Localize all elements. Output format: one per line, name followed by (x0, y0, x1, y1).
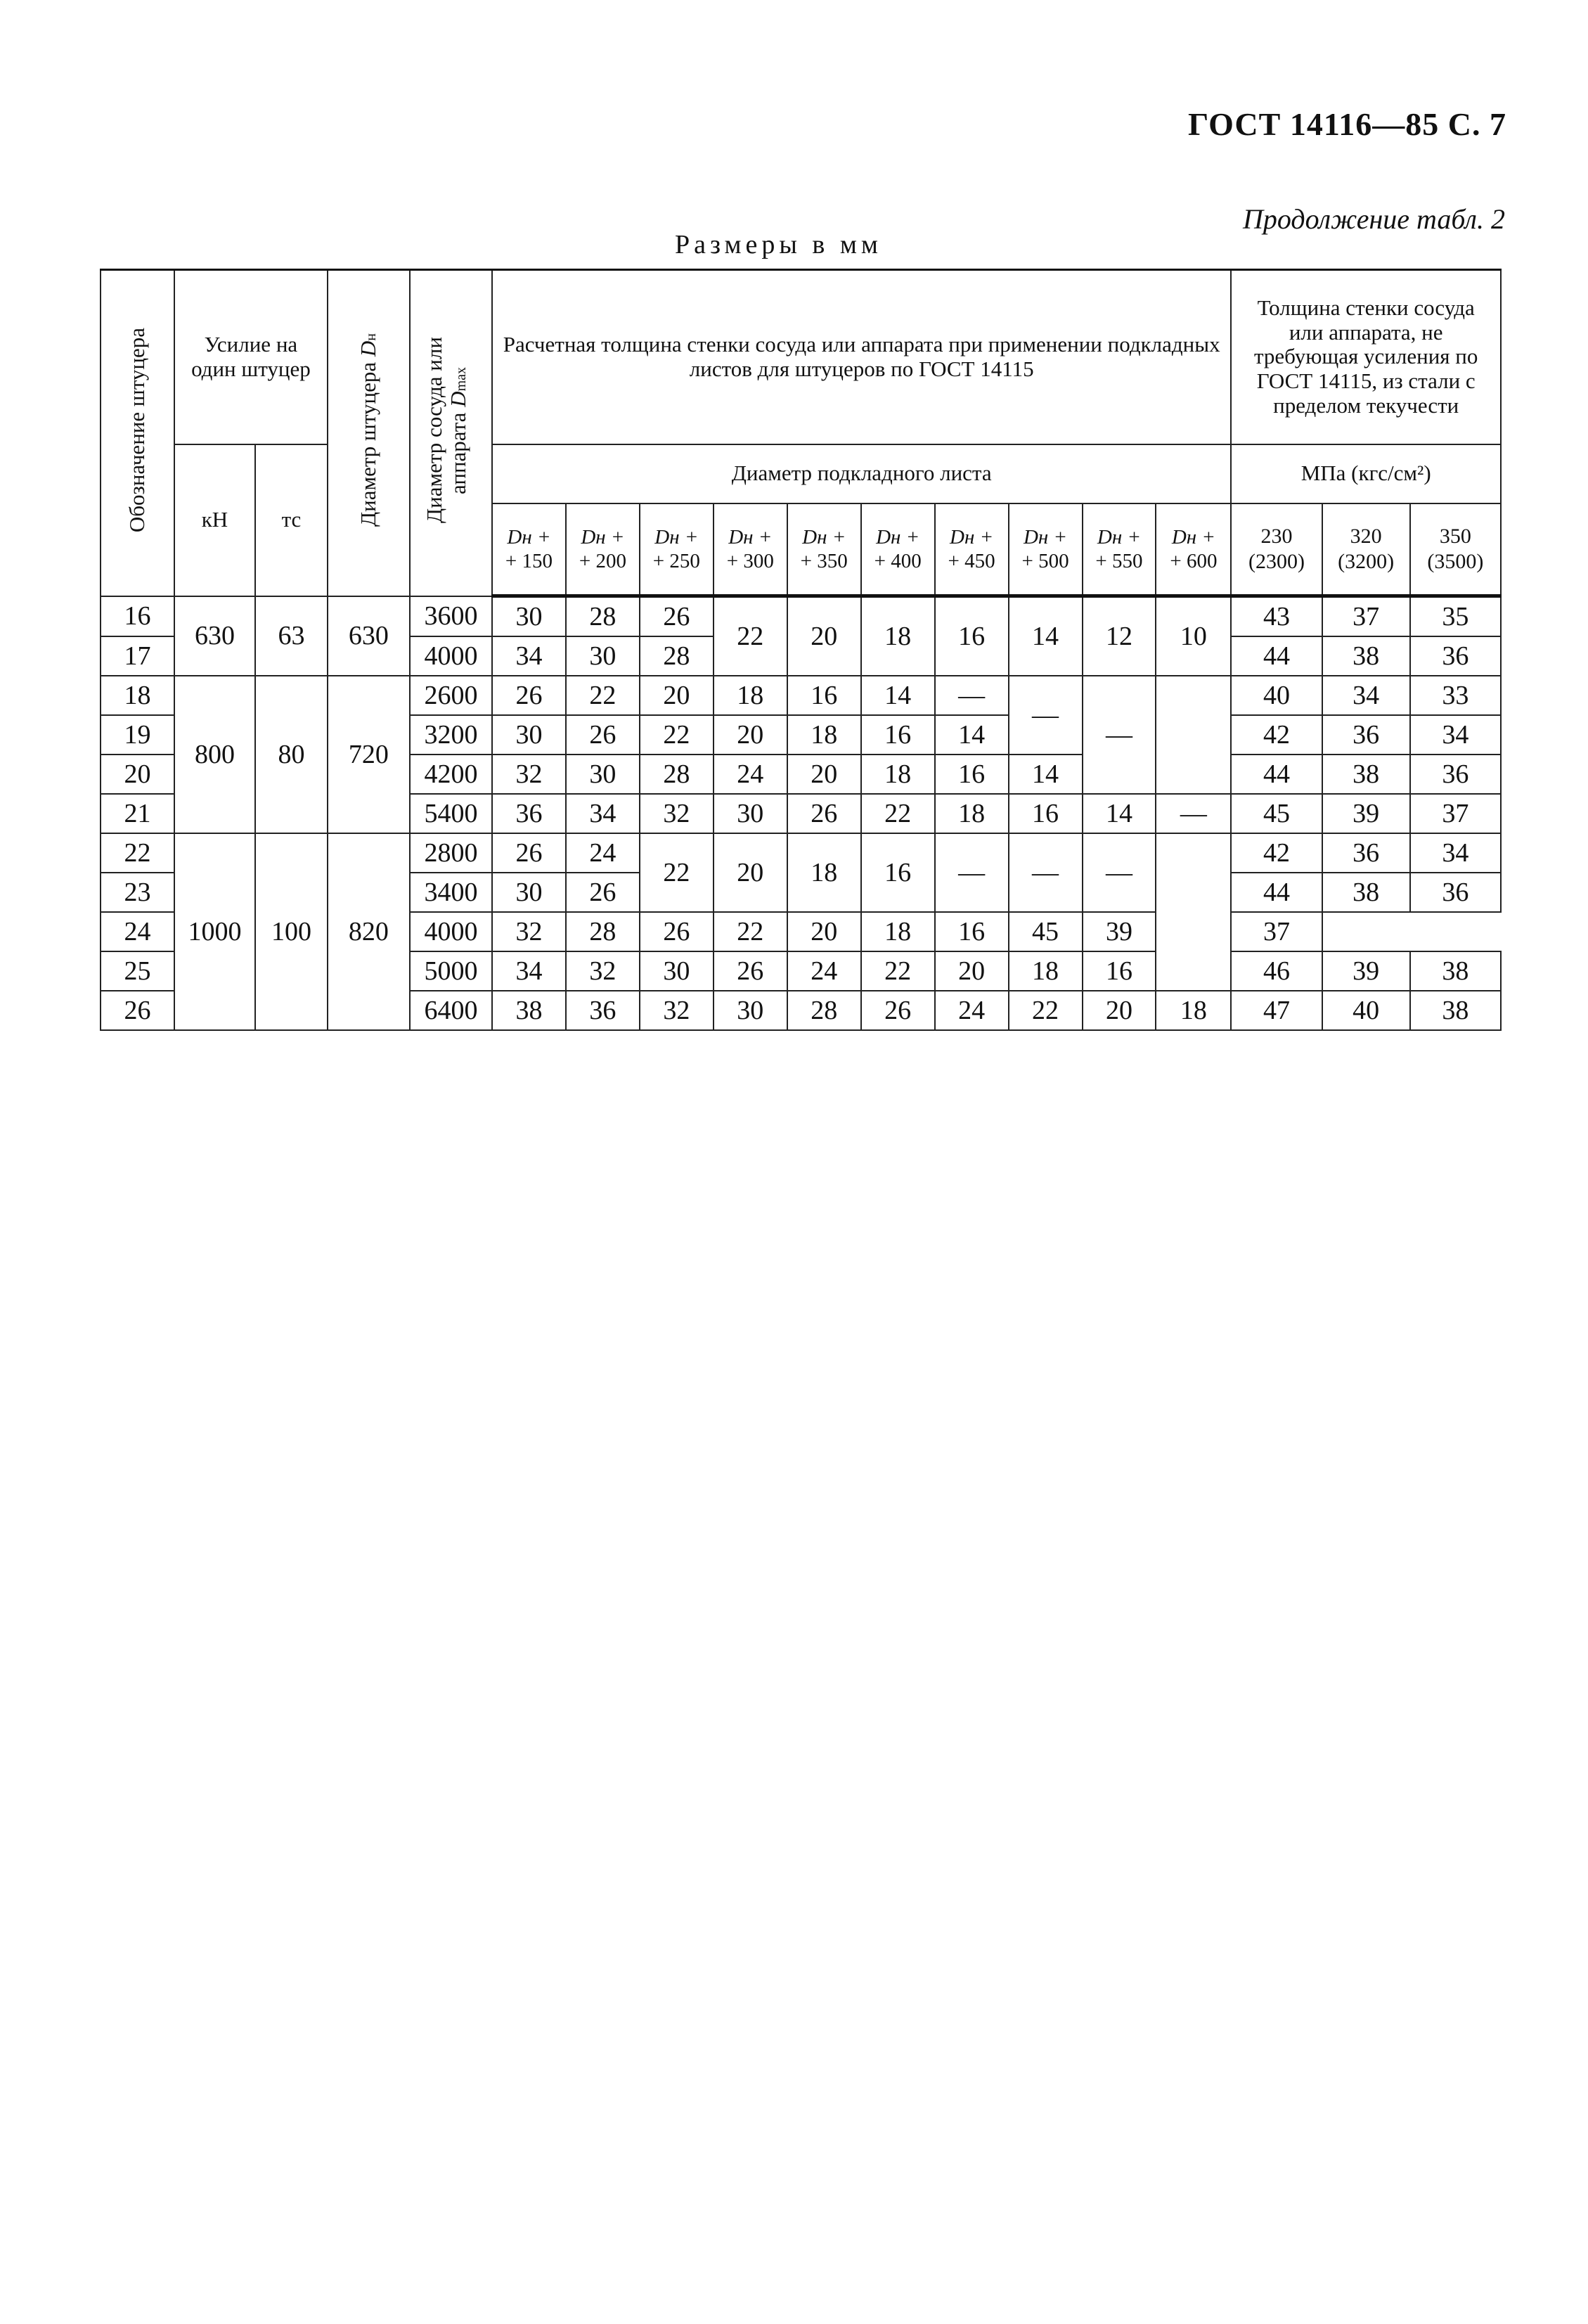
nozzle-diameter-subscript: н (363, 333, 380, 342)
cell-force-kn: 630 (174, 596, 255, 676)
pad-col-value: + 300 (726, 549, 774, 572)
cell-designation: 17 (101, 636, 174, 676)
vessel-diameter-subscript: max (453, 366, 470, 391)
cell-pad-thickness: 32 (566, 951, 640, 991)
header-wall-thickness-label: Толщина стенки сосуда или аппарата, не требующая усиления по ГОСТ 14115, из стали с пределом текучести (1253, 295, 1478, 418)
cell-wall-thickness: 38 (1322, 636, 1410, 676)
cell-wall-thickness: 36 (1410, 755, 1501, 794)
cell-force-ts: 100 (255, 833, 328, 1030)
pad-col-value: + 450 (948, 549, 995, 572)
cell-force-ts: 63 (255, 596, 328, 676)
cell-pad-thickness: 26 (787, 794, 861, 833)
cell-pad-thickness: 16 (861, 833, 935, 912)
pad-col-value: + 350 (800, 549, 848, 572)
cell-vessel-diameter: 5000 (410, 951, 492, 991)
cell-nozzle-diameter: 720 (328, 676, 410, 833)
cell-pad-thickness: 30 (714, 991, 787, 1030)
cell-pad-thickness: 20 (787, 755, 861, 794)
header-pad-col-4 (714, 503, 787, 596)
cell-designation: 16 (101, 596, 174, 637)
pad-col-value: + 500 (1021, 549, 1069, 572)
cell-vessel-diameter: 3400 (410, 873, 492, 912)
header-yield-col-3 (1410, 503, 1501, 596)
cell-wall-thickness: 45 (1231, 794, 1322, 833)
cell-wall-thickness: 36 (1322, 715, 1410, 755)
header-force-label: Усилие на один штуцер (191, 332, 311, 381)
cell-pad-thickness: 14 (1009, 596, 1083, 676)
cell-pad-thickness (1156, 833, 1231, 991)
cell-pad-thickness: 32 (492, 755, 566, 794)
cell-pad-thickness: 20 (787, 912, 861, 951)
table-continuation-note: Продолжение табл. 2 (1242, 203, 1505, 235)
header-nozzle-diameter-label (356, 333, 380, 527)
cell-designation: 18 (101, 676, 174, 715)
cell-wall-thickness: 37 (1231, 912, 1322, 951)
cell-pad-thickness: 28 (566, 912, 640, 951)
cell-wall-thickness: 36 (1322, 833, 1410, 873)
cell-vessel-diameter: 5400 (410, 794, 492, 833)
cell-pad-thickness: 18 (1009, 951, 1083, 991)
table-row (101, 596, 1501, 637)
cell-designation: 25 (101, 951, 174, 991)
header-yield-col-2 (1322, 503, 1410, 596)
cell-designation: 20 (101, 755, 174, 794)
cell-pad-thickness: — (935, 676, 1009, 715)
cell-wall-thickness: 34 (1322, 676, 1410, 715)
yield-kgs: (3200) (1338, 549, 1395, 573)
cell-wall-thickness: 44 (1231, 636, 1322, 676)
cell-pad-thickness: 28 (640, 755, 714, 794)
cell-pad-thickness: 26 (640, 596, 714, 637)
cell-pad-thickness: 16 (1083, 951, 1156, 991)
header-pad-col-6 (861, 503, 935, 596)
cell-pad-thickness: 18 (861, 755, 935, 794)
cell-wall-thickness: 36 (1410, 873, 1501, 912)
dimensions-table (100, 269, 1502, 1031)
nozzle-diameter-symbol: D (356, 341, 381, 357)
cell-pad-thickness: 30 (566, 636, 640, 676)
yield-kgs: (3500) (1427, 549, 1484, 573)
cell-pad-thickness: — (1083, 676, 1156, 794)
pad-col-symbol: Dн + (876, 525, 920, 548)
cell-pad-thickness: 24 (566, 833, 640, 873)
cell-pad-thickness: 24 (787, 951, 861, 991)
table-row (101, 676, 1501, 715)
cell-pad-thickness: 22 (1009, 991, 1083, 1030)
header-yield-col-1 (1231, 503, 1322, 596)
cell-pad-thickness: 14 (1009, 755, 1083, 794)
cell-vessel-diameter: 6400 (410, 991, 492, 1030)
yield-mpa: 230 (1260, 525, 1293, 548)
cell-vessel-diameter: 2800 (410, 833, 492, 873)
data-table-wrapper (100, 269, 1502, 1031)
cell-pad-thickness: 22 (640, 715, 714, 755)
cell-pad-thickness: 38 (492, 991, 566, 1030)
header-calc-thickness-label: Расчетная толщина стенки сосуда или аппарата при применении подкладных листов для штуцеров по ГОСТ 14115 (503, 332, 1220, 381)
header-kn: кН (174, 444, 255, 596)
cell-wall-thickness: 43 (1231, 596, 1322, 637)
pad-col-value: + 550 (1095, 549, 1143, 572)
cell-pad-thickness: 16 (935, 755, 1009, 794)
cell-pad-thickness: 26 (861, 991, 935, 1030)
cell-pad-thickness: 16 (935, 596, 1009, 676)
cell-wall-thickness: 38 (1322, 755, 1410, 794)
cell-pad-thickness: 34 (492, 636, 566, 676)
sizes-caption: Размеры в мм (675, 230, 882, 259)
header-pad-diameter: Диаметр подкладного листа (492, 444, 1231, 503)
cell-designation: 19 (101, 715, 174, 755)
cell-designation: 26 (101, 991, 174, 1030)
cell-pad-thickness: 32 (492, 912, 566, 951)
cell-pad-thickness: 24 (935, 991, 1009, 1030)
yield-mpa: 320 (1350, 525, 1382, 548)
cell-pad-thickness: 30 (566, 755, 640, 794)
pad-col-value: + 250 (652, 549, 700, 572)
pad-col-symbol: Dн + (507, 525, 551, 548)
cell-pad-thickness: 22 (714, 596, 787, 676)
pad-col-value: + 400 (874, 549, 922, 572)
cell-wall-thickness: 39 (1083, 912, 1156, 951)
header-designation-label: Обозначение штуцера (124, 328, 150, 533)
cell-wall-thickness: 45 (1009, 912, 1083, 951)
vessel-diameter-text: Диаметр сосуда или аппарата (422, 337, 471, 524)
cell-force-kn: 800 (174, 676, 255, 833)
header-pad-col-8 (1009, 503, 1083, 596)
cell-pad-thickness: 30 (640, 951, 714, 991)
cell-pad-thickness: 26 (640, 912, 714, 951)
cell-pad-thickness: 22 (861, 794, 935, 833)
header-pad-col-5 (787, 503, 861, 596)
cell-pad-thickness: 34 (492, 951, 566, 991)
cell-pad-thickness: 14 (861, 676, 935, 715)
cell-pad-thickness (1156, 676, 1231, 794)
cell-force-ts: 80 (255, 676, 328, 833)
pad-col-symbol: Dн + (728, 525, 773, 548)
cell-pad-thickness: 24 (714, 755, 787, 794)
cell-pad-thickness: 22 (714, 912, 787, 951)
cell-pad-thickness: 36 (566, 991, 640, 1030)
cell-pad-thickness: 22 (861, 951, 935, 991)
cell-nozzle-diameter: 820 (328, 833, 410, 1030)
header-calc-thickness (492, 270, 1231, 444)
cell-designation: 24 (101, 912, 174, 951)
header-pad-col-9 (1083, 503, 1156, 596)
pad-col-symbol: Dн + (654, 525, 699, 548)
header-pad-col-7 (935, 503, 1009, 596)
pad-col-symbol: Dн + (950, 525, 994, 548)
pad-col-symbol: Dн + (802, 525, 846, 548)
cell-pad-thickness: 26 (492, 676, 566, 715)
pad-col-symbol: Dн + (1171, 525, 1215, 548)
cell-pad-thickness: 30 (492, 715, 566, 755)
pad-col-value: + 600 (1170, 549, 1218, 572)
cell-pad-thickness: 30 (492, 873, 566, 912)
cell-designation: 23 (101, 873, 174, 912)
cell-pad-thickness: 28 (640, 636, 714, 676)
cell-pad-thickness: 18 (787, 715, 861, 755)
header-pad-col-2 (566, 503, 640, 596)
cell-wall-thickness: 38 (1322, 873, 1410, 912)
cell-wall-thickness: 36 (1410, 636, 1501, 676)
cell-pad-thickness: 16 (861, 715, 935, 755)
header-vessel-diameter-label (422, 325, 479, 536)
cell-wall-thickness: 42 (1231, 833, 1322, 873)
cell-pad-thickness: 12 (1083, 596, 1156, 676)
cell-vessel-diameter: 2600 (410, 676, 492, 715)
cell-pad-thickness: 10 (1156, 596, 1231, 676)
header-pad-col-3 (640, 503, 714, 596)
header-pad-col-1 (492, 503, 566, 596)
cell-pad-thickness: 30 (714, 794, 787, 833)
cell-pad-thickness: 26 (566, 715, 640, 755)
cell-pad-thickness: 22 (640, 833, 714, 912)
cell-pad-thickness: 16 (1009, 794, 1083, 833)
cell-pad-thickness: 26 (714, 951, 787, 991)
cell-wall-thickness: 37 (1410, 794, 1501, 833)
cell-designation: 22 (101, 833, 174, 873)
cell-pad-thickness: 16 (935, 912, 1009, 951)
cell-pad-thickness: — (935, 833, 1009, 912)
cell-wall-thickness: 33 (1410, 676, 1501, 715)
cell-pad-thickness: 16 (787, 676, 861, 715)
cell-wall-thickness: 39 (1322, 794, 1410, 833)
cell-wall-thickness: 34 (1410, 715, 1501, 755)
cell-pad-thickness: 28 (566, 596, 640, 637)
cell-pad-thickness: 32 (640, 794, 714, 833)
cell-pad-thickness: — (1009, 833, 1083, 912)
cell-pad-thickness: 20 (1083, 991, 1156, 1030)
cell-pad-thickness: 30 (492, 596, 566, 637)
cell-wall-thickness: 44 (1231, 873, 1322, 912)
cell-pad-thickness: 14 (1083, 794, 1156, 833)
cell-designation: 21 (101, 794, 174, 833)
cell-wall-thickness: 38 (1410, 951, 1501, 991)
cell-force-kn: 1000 (174, 833, 255, 1030)
cell-pad-thickness: 22 (566, 676, 640, 715)
cell-pad-thickness: 20 (787, 596, 861, 676)
table-body (101, 596, 1501, 1031)
cell-vessel-diameter: 4200 (410, 755, 492, 794)
cell-pad-thickness: 18 (1156, 991, 1231, 1030)
pad-col-value: + 150 (505, 549, 553, 572)
table-row (101, 833, 1501, 873)
cell-pad-thickness: 18 (861, 912, 935, 951)
cell-wall-thickness: 34 (1410, 833, 1501, 873)
header-mpa: МПа (кгс/см²) (1231, 444, 1501, 503)
cell-pad-thickness: 18 (935, 794, 1009, 833)
cell-wall-thickness: 40 (1322, 991, 1410, 1030)
pad-col-symbol: Dн + (1023, 525, 1068, 548)
cell-pad-thickness: 20 (714, 833, 787, 912)
header-nozzle-diameter (328, 270, 410, 596)
cell-pad-thickness: 20 (640, 676, 714, 715)
cell-pad-thickness: 26 (492, 833, 566, 873)
cell-vessel-diameter: 4000 (410, 912, 492, 951)
cell-pad-thickness: — (1156, 794, 1231, 833)
cell-wall-thickness: 47 (1231, 991, 1322, 1030)
cell-pad-thickness: 18 (787, 833, 861, 912)
cell-wall-thickness: 39 (1322, 951, 1410, 991)
yield-mpa: 350 (1439, 525, 1471, 548)
cell-pad-thickness: 20 (714, 715, 787, 755)
cell-wall-thickness: 44 (1231, 755, 1322, 794)
cell-vessel-diameter: 3200 (410, 715, 492, 755)
pad-col-value: + 200 (579, 549, 626, 572)
pad-col-symbol: Dн + (1097, 525, 1142, 548)
yield-kgs: (2300) (1248, 549, 1305, 573)
cell-wall-thickness: 35 (1410, 596, 1501, 637)
header-force (174, 270, 328, 444)
cell-pad-thickness: 18 (714, 676, 787, 715)
cell-wall-thickness: 42 (1231, 715, 1322, 755)
cell-vessel-diameter: 4000 (410, 636, 492, 676)
cell-pad-thickness: 18 (861, 596, 935, 676)
cell-pad-thickness: 34 (566, 794, 640, 833)
cell-pad-thickness: 26 (566, 873, 640, 912)
cell-wall-thickness: 46 (1231, 951, 1322, 991)
nozzle-diameter-text: Диаметр штуцера (356, 362, 381, 527)
vessel-diameter-symbol: D (446, 390, 471, 407)
cell-nozzle-diameter: 630 (328, 596, 410, 676)
header-ts: тс (255, 444, 328, 596)
cell-wall-thickness: 38 (1410, 991, 1501, 1030)
header-vessel-diameter (410, 270, 492, 596)
cell-pad-thickness: — (1083, 833, 1156, 912)
cell-wall-thickness: 37 (1322, 596, 1410, 637)
cell-wall-thickness: 40 (1231, 676, 1322, 715)
header-designation (101, 270, 174, 596)
cell-vessel-diameter: 3600 (410, 596, 492, 637)
cell-pad-thickness: 28 (787, 991, 861, 1030)
header-pad-col-10 (1156, 503, 1231, 596)
cell-pad-thickness: 36 (492, 794, 566, 833)
cell-pad-thickness: 20 (935, 951, 1009, 991)
pad-col-symbol: Dн + (581, 525, 625, 548)
cell-pad-thickness: — (1009, 676, 1083, 755)
cell-pad-thickness: 14 (935, 715, 1009, 755)
cell-pad-thickness: 32 (640, 991, 714, 1030)
header-wall-thickness (1231, 270, 1501, 444)
page-header: ГОСТ 14116—85 С. 7 (1187, 106, 1506, 142)
